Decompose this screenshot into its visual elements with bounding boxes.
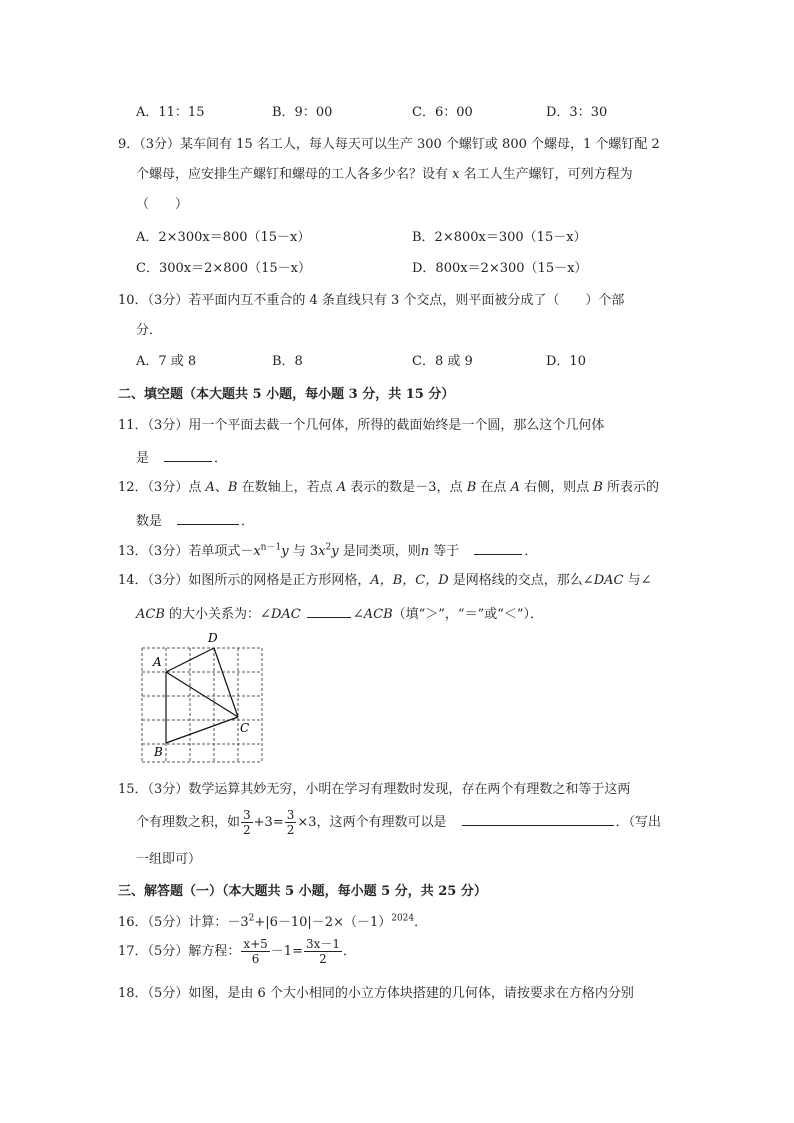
label-c: C	[240, 721, 250, 735]
q15-stem-line2: 个有理数之积，如 $\frac{3}{2}$ +3= $\frac{3}{2}$ ×3，这两个有理数可以是 ．（写出	[136, 808, 662, 837]
q11-stem-line2: 是 ．	[136, 447, 227, 468]
q14-blank[interactable]	[307, 603, 351, 618]
q9-option-b: B．2×800x＝300（15－x）	[412, 230, 587, 245]
q10-option-d: D．10	[546, 354, 586, 369]
segment-dc	[214, 648, 238, 717]
q8-option-d: D．3：30	[546, 105, 608, 120]
label-d: D	[208, 631, 218, 645]
q18-stem-line1: 18．（5分）如图，是由 6 个大小相同的小立方体块搭建的几何体，请按要求在方格内分别	[118, 986, 634, 1001]
q9-answer-paren: （ ）	[136, 197, 189, 212]
q9-option-c: C．300x＝2×800（15－x）	[136, 261, 311, 276]
q10-option-b: B．8	[272, 354, 303, 369]
q12-stem-line1: 12．（3分）点 A、B 在数轴上，若点 A 表示的数是－3，点 B 在点 A 右侧，则点 B 所表示的	[118, 480, 659, 495]
q14-grid-figure	[136, 628, 276, 764]
q10-option-a: A．7 或 8	[136, 354, 197, 369]
q11-blank[interactable]	[164, 447, 212, 462]
q13-blank[interactable]	[474, 540, 522, 555]
q15-blank[interactable]	[462, 811, 614, 826]
q8-option-b: B．9：00	[272, 105, 333, 120]
q10-stem-line1: 10．（3分）若平面内互不重合的 4 条直线只有 3 个交点，则平面被分成了（ ）个部	[118, 293, 625, 308]
label-a: A	[153, 655, 162, 669]
q17-stem: 17．（5分）解方程： $\frac{x+5}{6}$ －1= $\frac{3x-1}{2}$ ．	[118, 937, 357, 966]
q10-stem-line2: 分．	[136, 323, 163, 338]
q14-stem-line2: ACB 的大小关系为：∠DAC ∠ACB（填“＞”，“＝”或“＜”）．	[136, 603, 543, 624]
q8-option-a: A．11：15	[136, 105, 205, 120]
q8-option-c: C．6：00	[412, 105, 473, 120]
section-solve-title: 三、解答题（一）（本大题共 5 小题，每小题 5 分，共 25 分）	[118, 884, 487, 899]
q15-stem-line1: 15．（3分）数学运算其妙无穷，小明在学习有理数时发现，存在两个有理数之和等于这两	[118, 782, 631, 797]
q14-stem-line1: 14．（3分）如图所示的网格是正方形网格，A，B，C，D 是网格线的交点，那么∠DAC 与∠	[118, 573, 652, 588]
q11-stem-line1: 11．（3分）用一个平面去截一个几何体，所得的截面始终是一个圆，那么这个几何体	[118, 418, 605, 433]
q16-stem: 16．（5分）计算：$-3^2+|6-10|-2\times(-1)^{2024}$．	[118, 913, 428, 930]
q9-stem-line2: 个螺母，应安排生产螺钉和螺母的工人各多少名？设有 x 名工人生产螺钉，可列方程为	[136, 167, 633, 182]
q12-blank[interactable]	[177, 510, 239, 525]
q10-option-c: C．8 或 9	[412, 354, 473, 369]
q9-stem-line1: 9．（3分）某车间有 15 名工人，每人每天可以生产 300 个螺钉或 800 个螺母，1 个螺钉配 2	[118, 137, 660, 152]
fraction-3-2: $\frac{3}{2}$	[243, 808, 251, 837]
segment-bc	[166, 717, 238, 743]
segment-ac	[166, 672, 238, 717]
q12-stem-line2: 数是 ．	[136, 510, 254, 531]
fraction-3x1-2: $\frac{3x-1}{2}$	[305, 937, 341, 966]
fraction-x5-6: $\frac{x+5}{6}$	[243, 937, 268, 966]
label-b: B	[154, 745, 163, 759]
q15-stem-line3: 一组即可）	[136, 852, 202, 867]
section-fill-in-title: 二、填空题（本大题共 5 小题，每小题 3 分，共 15 分）	[118, 387, 455, 402]
q9-option-a: A．2×300x＝800（15－x）	[136, 230, 311, 245]
fraction-3-2b: $\frac{3}{2}$	[286, 808, 295, 837]
q13-stem: 13．（3分）若单项式$-x^{n-1}y$ 与 $3x^2y$ 是同类项，则n 等于 ．	[118, 540, 537, 561]
q9-option-d: D．800x＝2×300（15－x）	[412, 261, 588, 276]
